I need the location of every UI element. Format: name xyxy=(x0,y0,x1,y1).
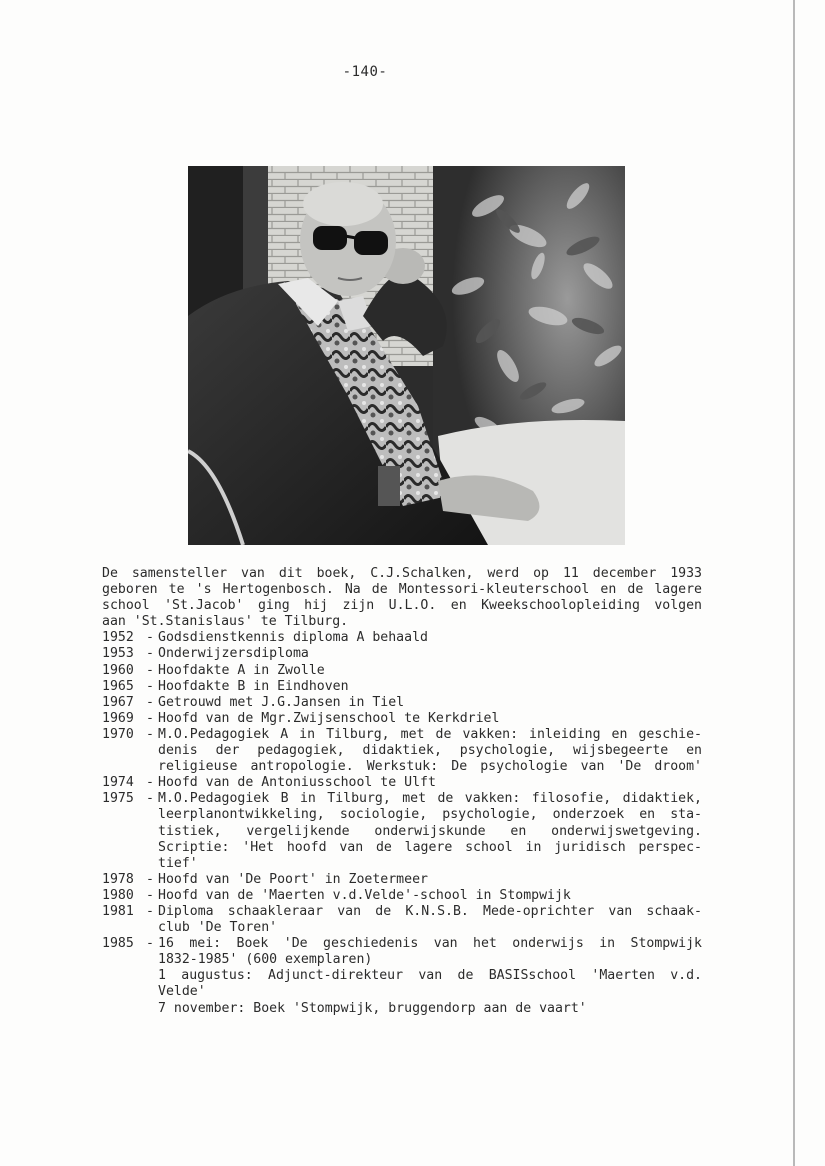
entry-year: 1985 xyxy=(102,936,134,952)
entry-line: leerplanontwikkeling, sociologie, psychologie, onderzoek en sta- xyxy=(158,807,702,823)
entry-line: Scriptie: 'Het hoofd van de lagere school in juridisch perspec- xyxy=(158,839,702,855)
timeline-entry-1967 xyxy=(102,695,702,711)
biography-text xyxy=(102,566,702,1017)
entry-line: denis der pedagogiek, didaktiek, psychologie, wijsbegeerte en xyxy=(158,743,702,759)
timeline-entry-1978 xyxy=(102,872,702,888)
entry-body xyxy=(158,888,702,904)
entry-body xyxy=(158,711,702,727)
entry-line: Hoofdakte A in Zwolle xyxy=(158,662,325,678)
entry-line: 1832-1985' (600 exemplaren) xyxy=(158,952,373,968)
entry-body xyxy=(158,646,702,662)
portrait-photo xyxy=(188,166,625,545)
entry-line: M.O.Pedagogiek B in Tilburg, met de vakken: filosofie, didaktiek, xyxy=(158,791,702,807)
entry-dash: - xyxy=(146,775,154,791)
intro-line: school 'St.Jacob' ging hij zijn U.L.O. en Kweekschoolopleiding volgen xyxy=(102,598,702,614)
entry-dash: - xyxy=(146,710,154,726)
entry-body xyxy=(158,695,702,711)
intro-paragraph xyxy=(102,566,702,630)
entry-dash: - xyxy=(146,887,154,903)
timeline-entry-1985 xyxy=(102,936,702,1016)
entry-body xyxy=(158,663,702,679)
entry-year: 1965 xyxy=(102,678,134,694)
entry-body xyxy=(158,936,702,1016)
intro-line: geboren te 's Hertogenbosch. Na de Montessori-kleuterschool en de lagere xyxy=(102,582,702,598)
timeline-entry-1974 xyxy=(102,775,702,791)
timeline-entry-1960 xyxy=(102,663,702,679)
entry-dash: - xyxy=(146,871,154,887)
entry-body xyxy=(158,630,702,646)
entry-line: 16 mei: Boek 'De geschiedenis van het onderwijs in Stompwijk xyxy=(158,936,702,952)
timeline-entry-1969 xyxy=(102,711,702,727)
page-number: -140- xyxy=(342,64,388,80)
entry-dash: - xyxy=(146,678,154,694)
entry-dash: - xyxy=(146,903,154,919)
entry-body xyxy=(158,679,702,695)
entry-line: Hoofd van de 'Maerten v.d.Velde'-school in Stompwijk xyxy=(158,887,571,903)
entry-year: 1981 xyxy=(102,903,134,919)
entry-year: 1952 xyxy=(102,630,134,646)
entry-dash: - xyxy=(146,694,154,710)
entry-line: religieuse antropologie. Werkstuk: De psychologie van 'De droom' xyxy=(158,759,702,775)
entry-year: 1978 xyxy=(102,871,134,887)
entry-year: 1969 xyxy=(102,710,134,726)
entry-line: 1 augustus: Adjunct-direkteur van de BASISschool 'Maerten v.d. xyxy=(158,968,702,984)
entry-line: Hoofdakte B in Eindhoven xyxy=(158,678,349,694)
entry-year: 1975 xyxy=(102,791,134,807)
entry-body xyxy=(158,775,702,791)
entry-body xyxy=(158,904,702,936)
timeline-entry-1970 xyxy=(102,727,702,775)
page-edge-line xyxy=(793,0,795,1166)
entry-year: 1974 xyxy=(102,775,134,791)
entry-line: Onderwijzersdiploma xyxy=(158,646,309,662)
intro-line: aan 'St.Stanislaus' te Tilburg. xyxy=(102,614,349,630)
entry-line: tief' xyxy=(158,855,198,871)
entry-year: 1970 xyxy=(102,726,134,742)
entry-line: Hoofd van 'De Poort' in Zoetermeer xyxy=(158,871,428,887)
timeline-entry-1980 xyxy=(102,888,702,904)
entry-line: Godsdienstkennis diploma A behaald xyxy=(158,630,428,646)
entry-line: tistiek, vergelijkende onderwijskunde en onderwijswetgeving. xyxy=(158,823,702,839)
entry-year: 1960 xyxy=(102,662,134,678)
entry-line: Diploma schaakleraar van de K.N.S.B. Mede-oprichter van schaak- xyxy=(158,903,702,919)
entry-year: 1953 xyxy=(102,646,134,662)
entry-line: club 'De Toren' xyxy=(158,920,278,936)
entry-body xyxy=(158,727,702,775)
entry-line: M.O.Pedagogiek A in Tilburg, met de vakken: inleiding en geschie- xyxy=(158,726,702,742)
timeline-entry-1965 xyxy=(102,679,702,695)
timeline-entry-1953 xyxy=(102,646,702,662)
entry-body xyxy=(158,872,702,888)
entry-line: Velde' xyxy=(158,984,206,1000)
entry-line: Getrouwd met J.G.Jansen in Tiel xyxy=(158,694,405,710)
entry-dash: - xyxy=(146,726,154,742)
entry-body xyxy=(158,791,702,871)
intro-line: De samensteller van dit boek, C.J.Schalken, werd op 11 december 1933 xyxy=(102,566,702,581)
entry-dash: - xyxy=(146,936,154,952)
timeline-entry-1952 xyxy=(102,630,702,646)
timeline-entry-1981 xyxy=(102,904,702,936)
entry-dash: - xyxy=(146,662,154,678)
entry-line: 7 november: Boek 'Stompwijk, bruggendorp aan de vaart' xyxy=(158,1000,587,1016)
entry-year: 1967 xyxy=(102,694,134,710)
entry-dash: - xyxy=(146,791,154,807)
entry-year: 1980 xyxy=(102,887,134,903)
entry-dash: - xyxy=(146,646,154,662)
entry-line: Hoofd van de Mgr.Zwijsenschool te Kerkdriel xyxy=(158,710,500,726)
entry-line: Hoofd van de Antoniusschool te Ulft xyxy=(158,775,436,791)
entry-dash: - xyxy=(146,630,154,646)
timeline-entry-1975 xyxy=(102,791,702,871)
